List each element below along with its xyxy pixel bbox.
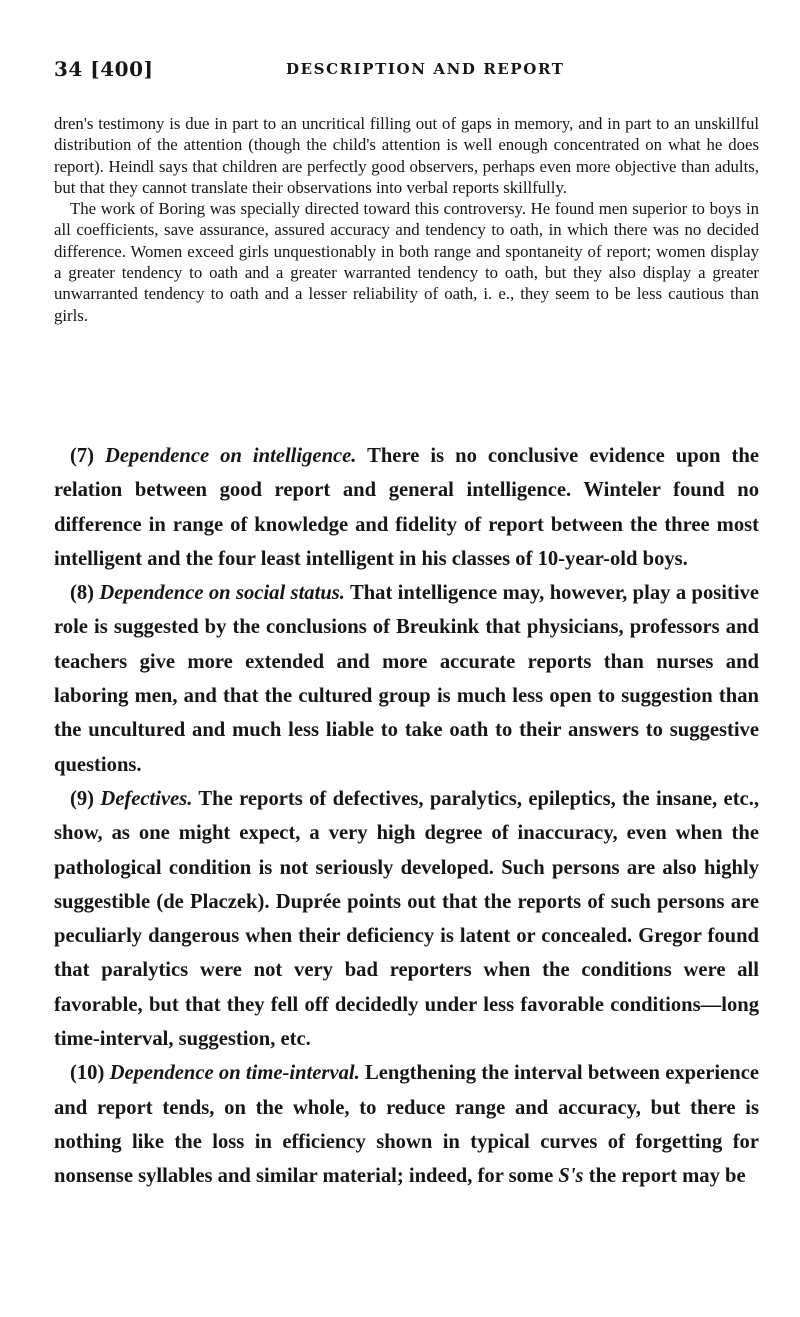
section-8-number: (8): [70, 582, 95, 605]
section-10: [54, 1056, 759, 1193]
section-7-number: (7): [70, 445, 95, 467]
section-9-text: The reports of defectives, paralytics, epileptics, the insane, etc., show, as one might expect, a very high degree of inaccuracy, even when the pathological condition is not seriously developed. Such persons are also highly suggestible (de Placzek). Duprée points out that the reports of such persons are peculiarly dangerous when their deficiency is latent or concealed. Gregor found that paralytics were not very bad reporters when the conditions were all favorable, but that they fell off decidedly under less favorable conditions—long time-interval, suggestion, etc.: [54, 787, 759, 1051]
main-text-block: [54, 439, 759, 1194]
small-type-block: [54, 113, 759, 326]
section-7: [54, 439, 759, 576]
section-10-number: (10): [70, 1062, 105, 1085]
paragraph-children-testimony: dren's testimony is due in part to an uncritical filling out of gaps in memory, and in part to an unskillful distribution of the attention (though the child's attention is well enough concentrated on what he does report). Heindl says that children are perfectly good observers, perhaps even more objective than adults, but that they cannot translate their observations into verbal reports skillfully.: [54, 114, 759, 197]
section-9-heading: Defectives.: [100, 787, 193, 810]
section-10-heading: Dependence on time-interval.: [109, 1062, 360, 1085]
section-7-heading: Dependence on intelligence.: [105, 445, 357, 467]
section-10-text: Lengthening the interval between experience and report tends, on the whole, to reduce range and accuracy, but there is nothing like the loss in efficiency shown in typical curves of forgetting for nonsense syllables and similar material; indeed, for some: [54, 1062, 759, 1188]
section-9: [54, 782, 759, 1056]
section-8-text: That intelligence may, however, play a positive role is suggested by the conclusions of Breukink that physicians, professors and teachers give more extended and more accurate reports than nurses and laboring men, and that the cultured group is much less open to suggestion than the uncultured and much less liable to take oath to their answers to suggestive questions.: [54, 582, 760, 776]
section-8-heading: Dependence on social status.: [99, 582, 345, 605]
page-header: [54, 57, 759, 83]
section-10-subject-abbrev: S's: [558, 1165, 584, 1188]
page-number: 34 [400]: [54, 57, 154, 81]
section-7-text: There is no conclusive evidence upon the relation between good report and general intelligence. Winteler found no difference in range of knowledge and fidelity of report between the three most intelligent and the four least intelligent in his classes of 10-year-old boys.: [54, 445, 759, 570]
section-10-text-end: the report may be: [588, 1165, 746, 1188]
running-head: DESCRIPTION AND REPORT: [286, 60, 565, 78]
section-9-number: (9): [70, 787, 95, 810]
section-8: [54, 576, 759, 782]
paragraph-boring-work: The work of Boring was specially directed toward this controversy. He found men superior to boys in all coefficients, save assurance, assured accuracy and tendency to oath, in which there was no decided difference. Women exceed girls unquestionably in both range and spontaneity of report; women display a greater tendency to oath and a greater warranted tendency to oath, but they also display a greater unwarranted tendency to oath and a lesser reliability of oath, i. e., they seem to be less cautious than girls.: [54, 199, 759, 325]
